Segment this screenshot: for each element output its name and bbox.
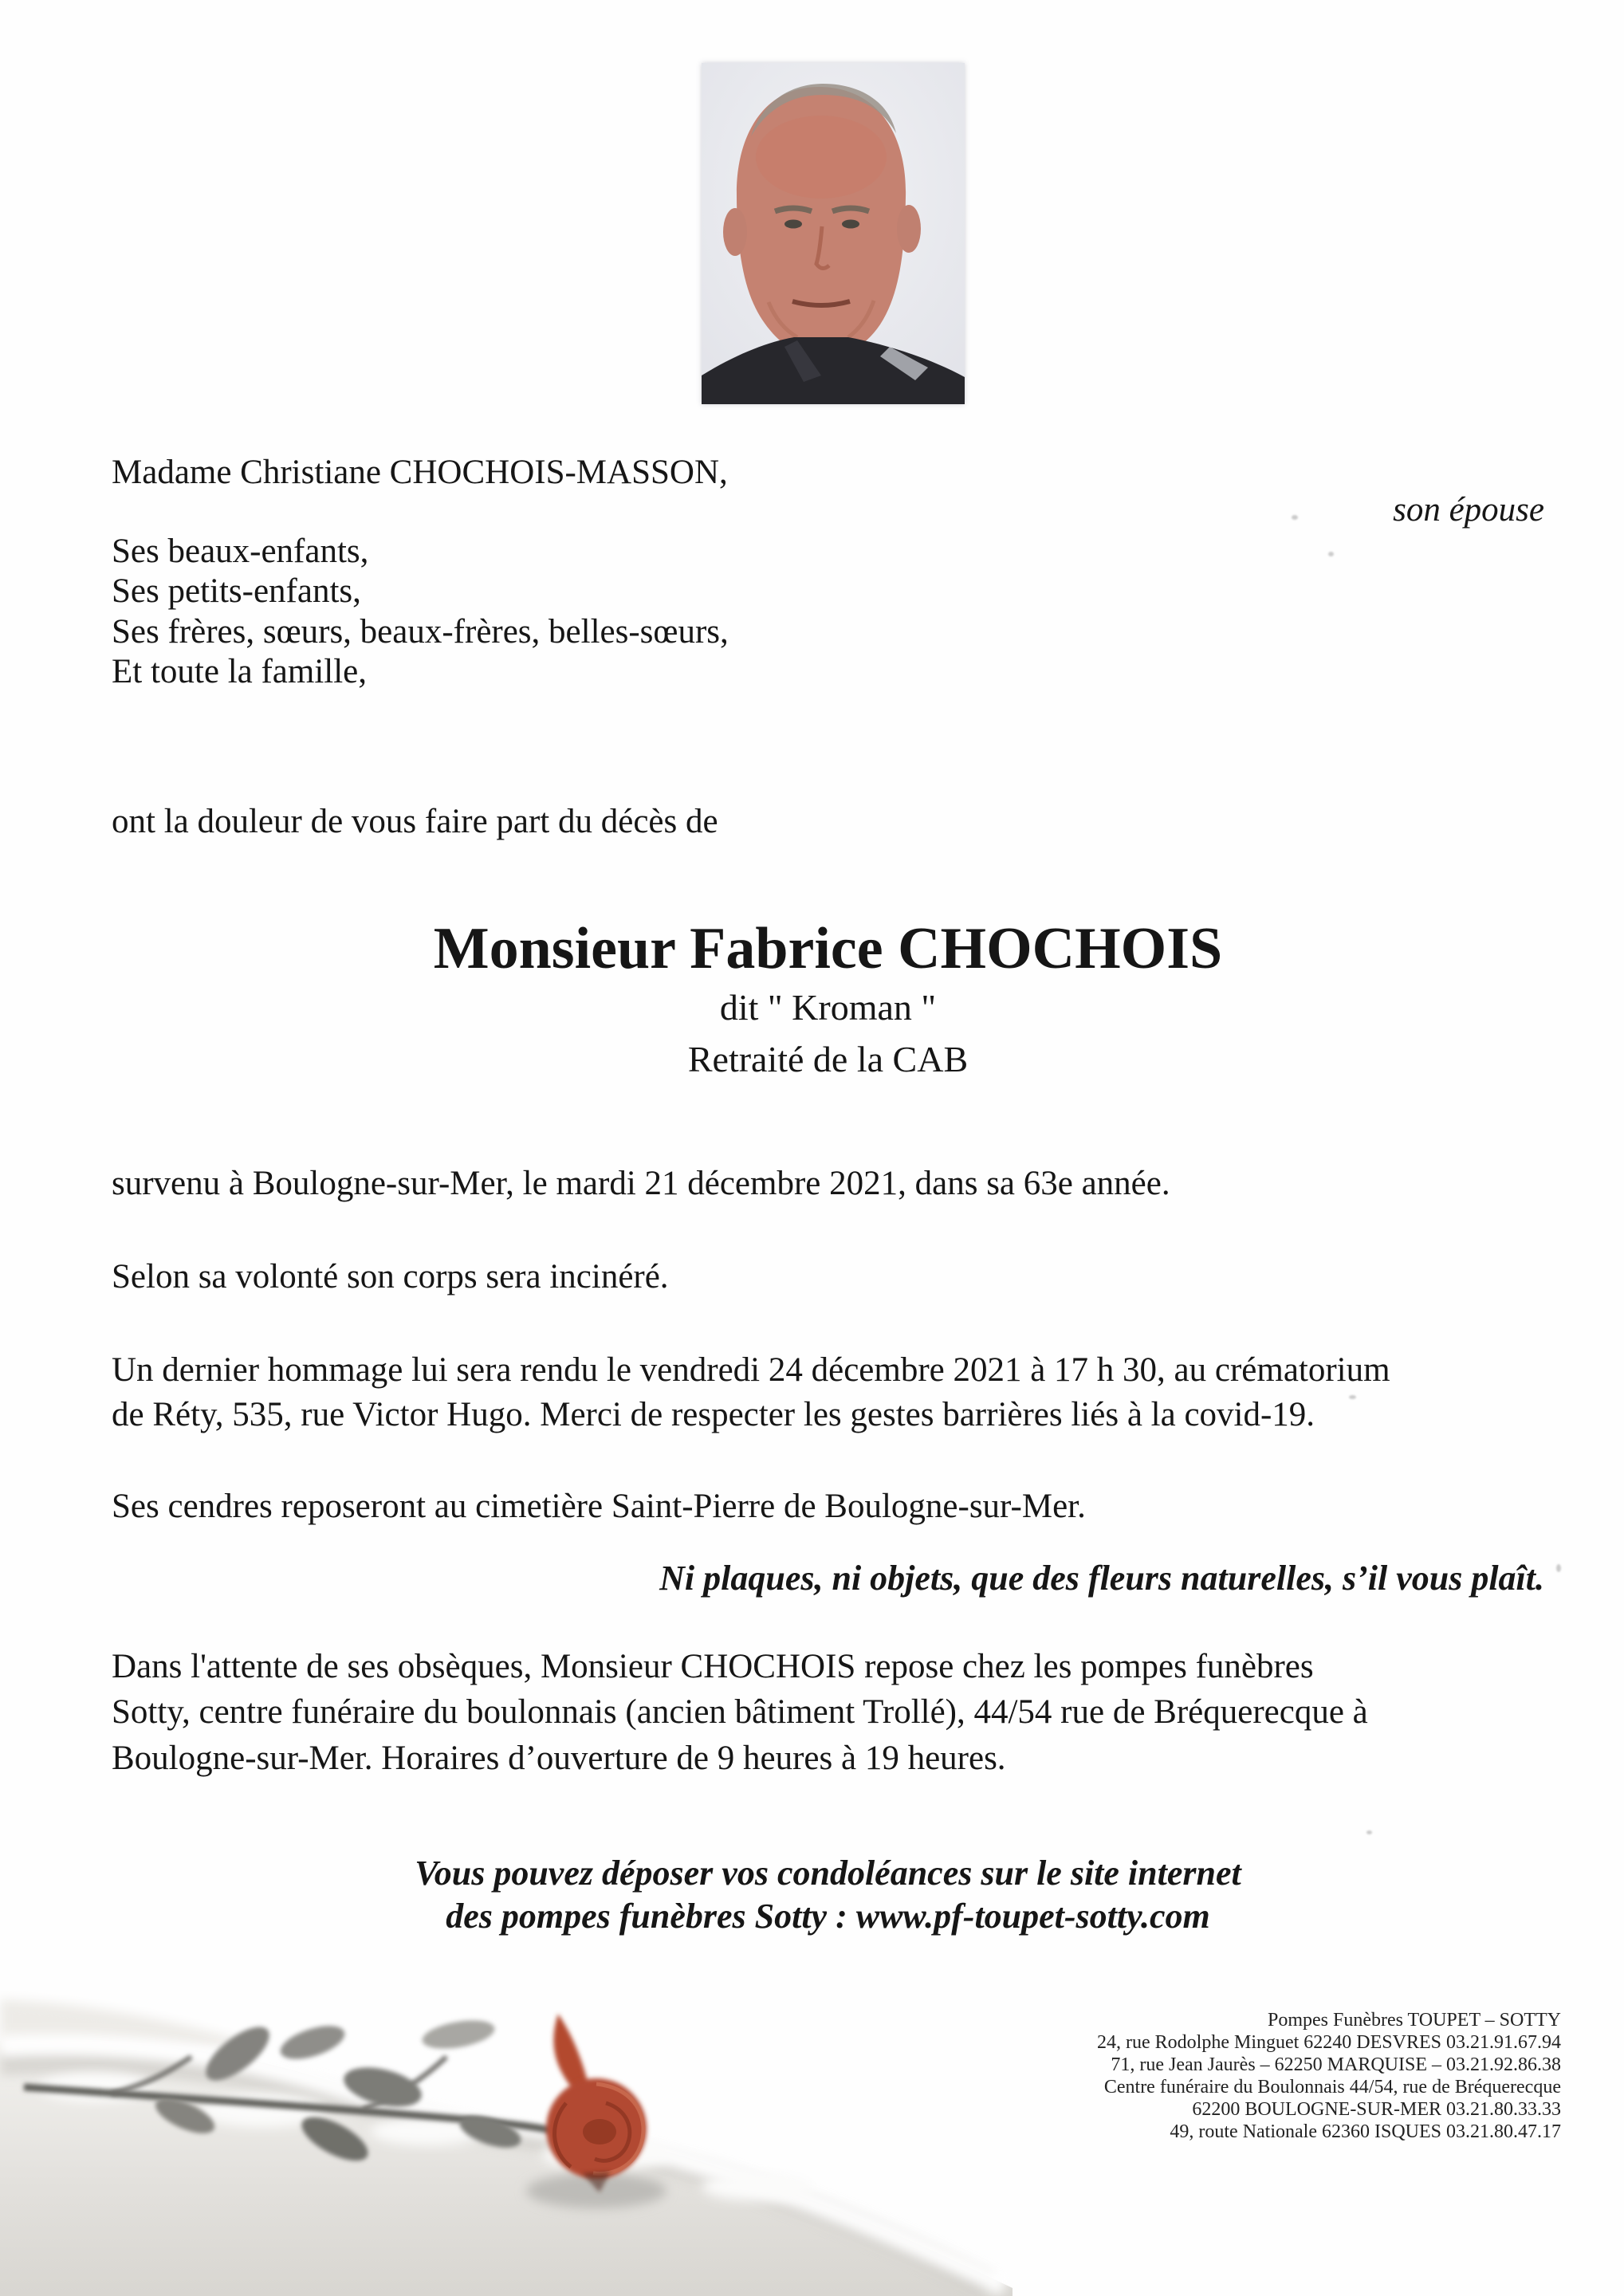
deceased-portrait-photo bbox=[702, 63, 965, 404]
scan-speck bbox=[1366, 1830, 1372, 1834]
homage-line: de Réty, 535, rue Victor Hugo. Merci de respecter les gestes barrières liés à la covid-19. bbox=[112, 1396, 1315, 1433]
rose-illustration bbox=[0, 1968, 1013, 2296]
flowers-request: Ni plaques, ni objets, que des fleurs naturelles, s’il vous plaît. bbox=[659, 1559, 1544, 1598]
condolences-website-line: des pompes funèbres Sotty : www.pf-toupet-sotty.com bbox=[446, 1897, 1210, 1936]
deceased-nickname: dit " Kroman " bbox=[719, 987, 937, 1028]
death-details: survenu à Boulogne-sur-Mer, le mardi 21 décembre 2021, dans sa 63e année. bbox=[112, 1165, 1170, 1202]
condolences-line: Vous pouvez déposer vos condoléances sur le site internet bbox=[415, 1854, 1241, 1893]
family-member-line: Ses frères, sœurs, beaux-frères, belles-sœurs, bbox=[112, 613, 729, 651]
family-member-line: Et toute la famille, bbox=[112, 653, 368, 690]
cremation-wish: Selon sa volonté son corps sera incinéré. bbox=[112, 1258, 669, 1295]
deceased-occupation: Retraité de la CAB bbox=[687, 1039, 969, 1079]
announcement-intro: ont la douleur de vous faire part du décès de bbox=[112, 803, 718, 840]
family-member-line: Ses beaux-enfants, bbox=[112, 533, 369, 570]
scan-speck bbox=[1292, 515, 1298, 520]
rose-on-beach-photo bbox=[0, 1968, 1013, 2296]
repose-line: Dans l'attente de ses obsèques, Monsieur CHOCHOIS repose chez les pompes funèbres bbox=[112, 1648, 1314, 1685]
widow-name: Madame Christiane CHOCHOIS-MASSON, bbox=[112, 454, 728, 491]
ashes-details: Ses cendres reposeront au cimetière Saint-Pierre de Boulogne-sur-Mer. bbox=[112, 1488, 1086, 1525]
funeral-home-address: 49, route Nationale 62360 ISQUES 03.21.80.47.17 bbox=[1170, 2121, 1561, 2142]
repose-line: Sotty, centre funéraire du boulonnais (ancien bâtiment Trollé), 44/54 rue de Bréquerecque à bbox=[112, 1693, 1368, 1731]
family-member-line: Ses petits-enfants, bbox=[112, 572, 361, 610]
scan-speck bbox=[1556, 1564, 1561, 1572]
scan-speck bbox=[1349, 1395, 1356, 1399]
funeral-home-address: 24, rue Rodolphe Minguet 62240 DESVRES 03.21.91.67.94 bbox=[1097, 2032, 1561, 2053]
deceased-name: Monsieur Fabrice CHOCHOIS bbox=[433, 916, 1223, 981]
funeral-home-address: 62200 BOULOGNE-SUR-MER 03.21.80.33.33 bbox=[1192, 2099, 1561, 2120]
funeral-home-address: Centre funéraire du Boulonnais 44/54, rue de Bréquerecque bbox=[1103, 2077, 1561, 2097]
portrait-illustration bbox=[702, 63, 965, 404]
relation-label: son épouse bbox=[1393, 491, 1544, 529]
homage-line: Un dernier hommage lui sera rendu le vendredi 24 décembre 2021 à 17 h 30, au crématorium bbox=[112, 1351, 1390, 1389]
funeral-home-block bbox=[1097, 2009, 1561, 2143]
scan-speck bbox=[1328, 552, 1334, 556]
funeral-home-name: Pompes Funèbres TOUPET – SOTTY bbox=[1267, 2010, 1561, 2031]
repose-line: Boulogne-sur-Mer. Horaires d’ouverture de 9 heures à 19 heures. bbox=[112, 1740, 1006, 1777]
funeral-home-address: 71, rue Jean Jaurès – 62250 MARQUISE – 03.21.92.86.38 bbox=[1111, 2054, 1561, 2075]
